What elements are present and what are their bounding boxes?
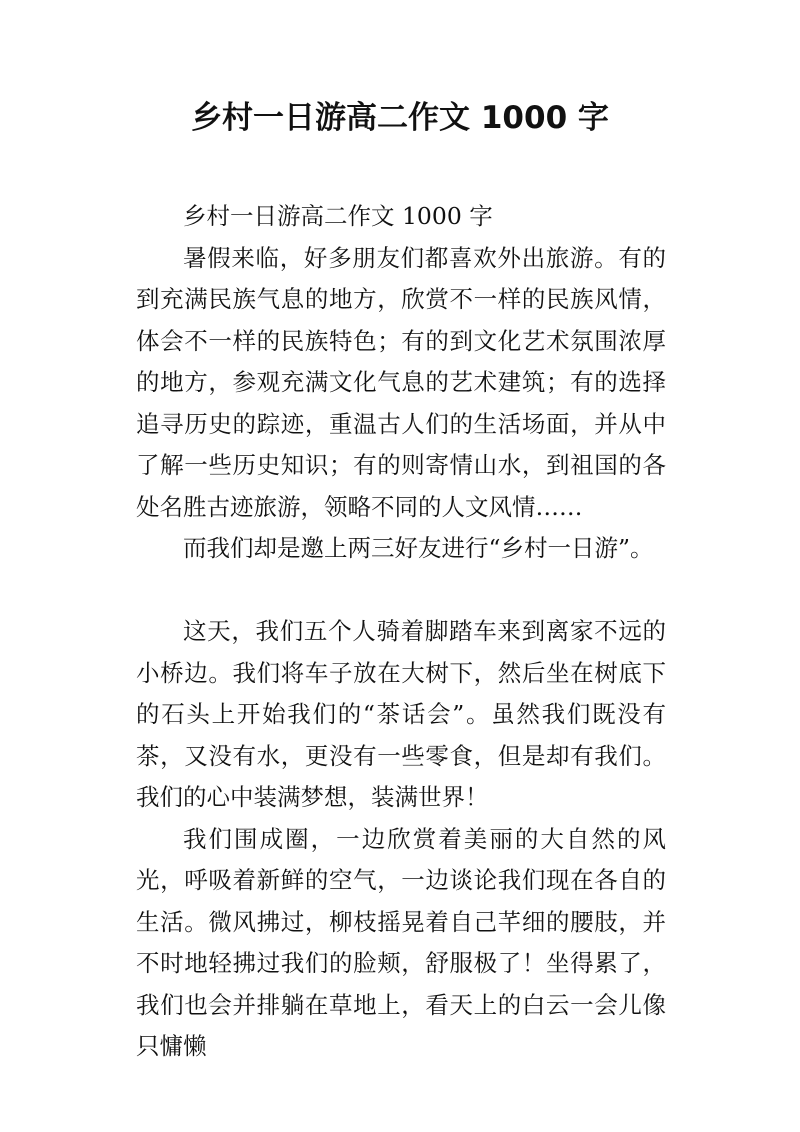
paragraph-subtitle: 乡村一日游高二作文 1000 字 (183, 202, 493, 230)
document-body (136, 196, 666, 1068)
paragraph-rural-trip: 而我们却是邀上两三好友进行“乡村一日游”。 (183, 534, 654, 562)
document-title: 乡村一日游高二作文 1000 字 (191, 100, 609, 136)
paragraph-bridge: 这天，我们五个人骑着脚踏车来到离家不远的小桥边。我们将车子放在大树下，然后坐在树底下的石头上开始我们的“茶话会”。虽然我们既没有茶，又没有水，更没有一些零食，但是却有我们。我们的心中装满梦想，装满世界！ (136, 617, 666, 811)
paragraph-gap (136, 570, 666, 612)
paragraph-intro: 暑假来临，好多朋友们都喜欢外出旅游。有的到充满民族气息的地方，欣赏不一样的民族风情，体会不一样的民族特色；有的到文化艺术氛围浓厚的地方，参观充满文化气息的艺术建筑；有的选择追寻历史的踪迹，重温古人们的生活场面，并从中了解一些历史知识；有的则寄情山水，到祖国的各处名胜古迹旅游，领略不同的人文风情…… (136, 243, 666, 521)
paragraph-circle: 我们围成圈，一边欣赏着美丽的大自然的风光，呼吸着新鲜的空气，一边谈论我们现在各自的生活。微风拂过，柳枝摇晃着自己芊细的腰肢，并不时地轻拂过我们的脸颊，舒服极了！坐得累了，我们也会并排躺在草地上，看天上的白云一会儿像只慵懒 (136, 824, 666, 1060)
